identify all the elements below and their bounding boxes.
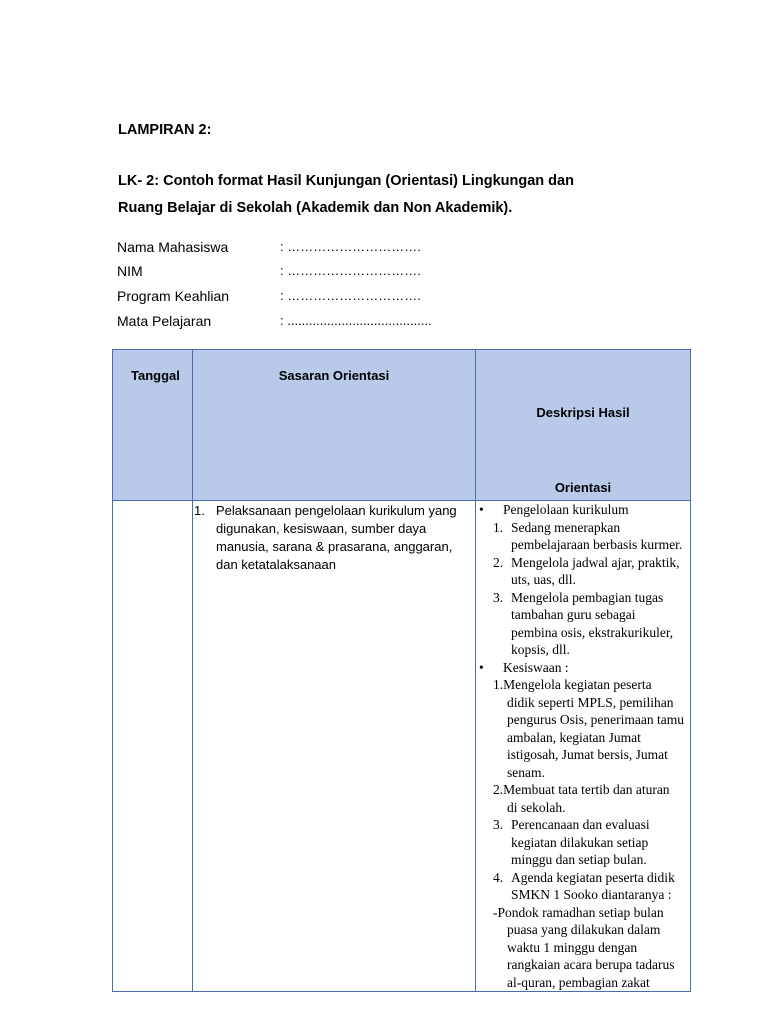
tanggal-cell bbox=[113, 501, 193, 992]
mata-pelajaran-label: Mata Pelajaran bbox=[117, 313, 212, 329]
list-item-continuation: puasa yang dilakukan dalam waktu 1 minggu dengan rangkaian acara berupa tadarus al-quran, pembagian zakat bbox=[507, 922, 675, 990]
mata-pelajaran-value: : ........................................ bbox=[280, 313, 432, 328]
bullet-dot: • bbox=[479, 659, 484, 675]
program-keahlian-value: : …………………………. bbox=[280, 288, 421, 303]
nim-value: : …………………………. bbox=[280, 263, 421, 278]
list-item: 3. Mengelola pembagian tugas tambahan guru sebagai pembina osis, ekstrakurikuler, kopsis, dll. bbox=[493, 589, 674, 657]
header-deskripsi-hasil-orientasi: Deskripsi Hasil Orientasi bbox=[476, 350, 691, 501]
lampiran-heading: LAMPIRAN 2: bbox=[118, 122, 212, 138]
nim-label: NIM bbox=[117, 263, 143, 279]
header-sasaran-orientasi: Sasaran Orientasi bbox=[193, 350, 476, 501]
bullet-dot: • bbox=[479, 502, 484, 517]
list-item-continuation: di sekolah. bbox=[507, 799, 566, 815]
orientation-table bbox=[112, 349, 691, 992]
list-item-continuation: didik seperti MPLS, pemilihan pengurus Osis, penerimaan tamu ambalan, kegiatan Jumat istigosah, Jumat bersis, Jumat senam. bbox=[507, 694, 684, 780]
list-item: 1.Mengelola kegiatan peserta bbox=[493, 677, 652, 692]
list-item: 2. Mengelola jadwal ajar, praktik, uts, uas, dll. bbox=[493, 554, 680, 587]
list-item: 1. Sedang menerapkan pembelajaraan berbasis kurmer. bbox=[493, 519, 683, 552]
list-item: 2.Membuat tata tertib dan aturan bbox=[493, 782, 670, 797]
bullet-kesiswaan: • Kesiswaan : bbox=[479, 659, 569, 675]
bullet-pengelolaan-kurikulum: • Pengelolaan kurikulum bbox=[479, 502, 629, 517]
program-keahlian-label: Program Keahlian bbox=[117, 288, 230, 304]
nama-mahasiswa-label: Nama Mahasiswa bbox=[117, 239, 229, 255]
sasaran-item: 1. Pelaksanaan pengelolaan kurikulum yang digunakan, kesiswaan, sumber daya manusia, sarana & prasarana, anggaran, dan ketatalaksanaan bbox=[194, 503, 457, 572]
nama-mahasiswa-value: : …………………………. bbox=[280, 239, 421, 254]
lk-title-line-1: LK- 2: Contoh format Hasil Kunjungan (Orientasi) Lingkungan dan bbox=[118, 173, 574, 189]
list-item: -Pondok ramadhan setiap bulan bbox=[493, 904, 664, 920]
header-tanggal: Tanggal bbox=[113, 350, 193, 501]
list-item: 4. Agenda kegiatan peserta didik SMKN 1 Sooko diantaranya : bbox=[493, 869, 675, 902]
table-row bbox=[113, 501, 691, 992]
sasaran-cell bbox=[193, 501, 476, 992]
table-header-row bbox=[113, 350, 691, 501]
deskripsi-cell bbox=[476, 501, 691, 992]
lk-title-line-2: Ruang Belajar di Sekolah (Akademik dan Non Akademik). bbox=[118, 200, 513, 216]
list-item: 3. Perencanaan dan evaluasi kegiatan dilakukan setiap minggu dan setiap bulan. bbox=[493, 817, 650, 867]
